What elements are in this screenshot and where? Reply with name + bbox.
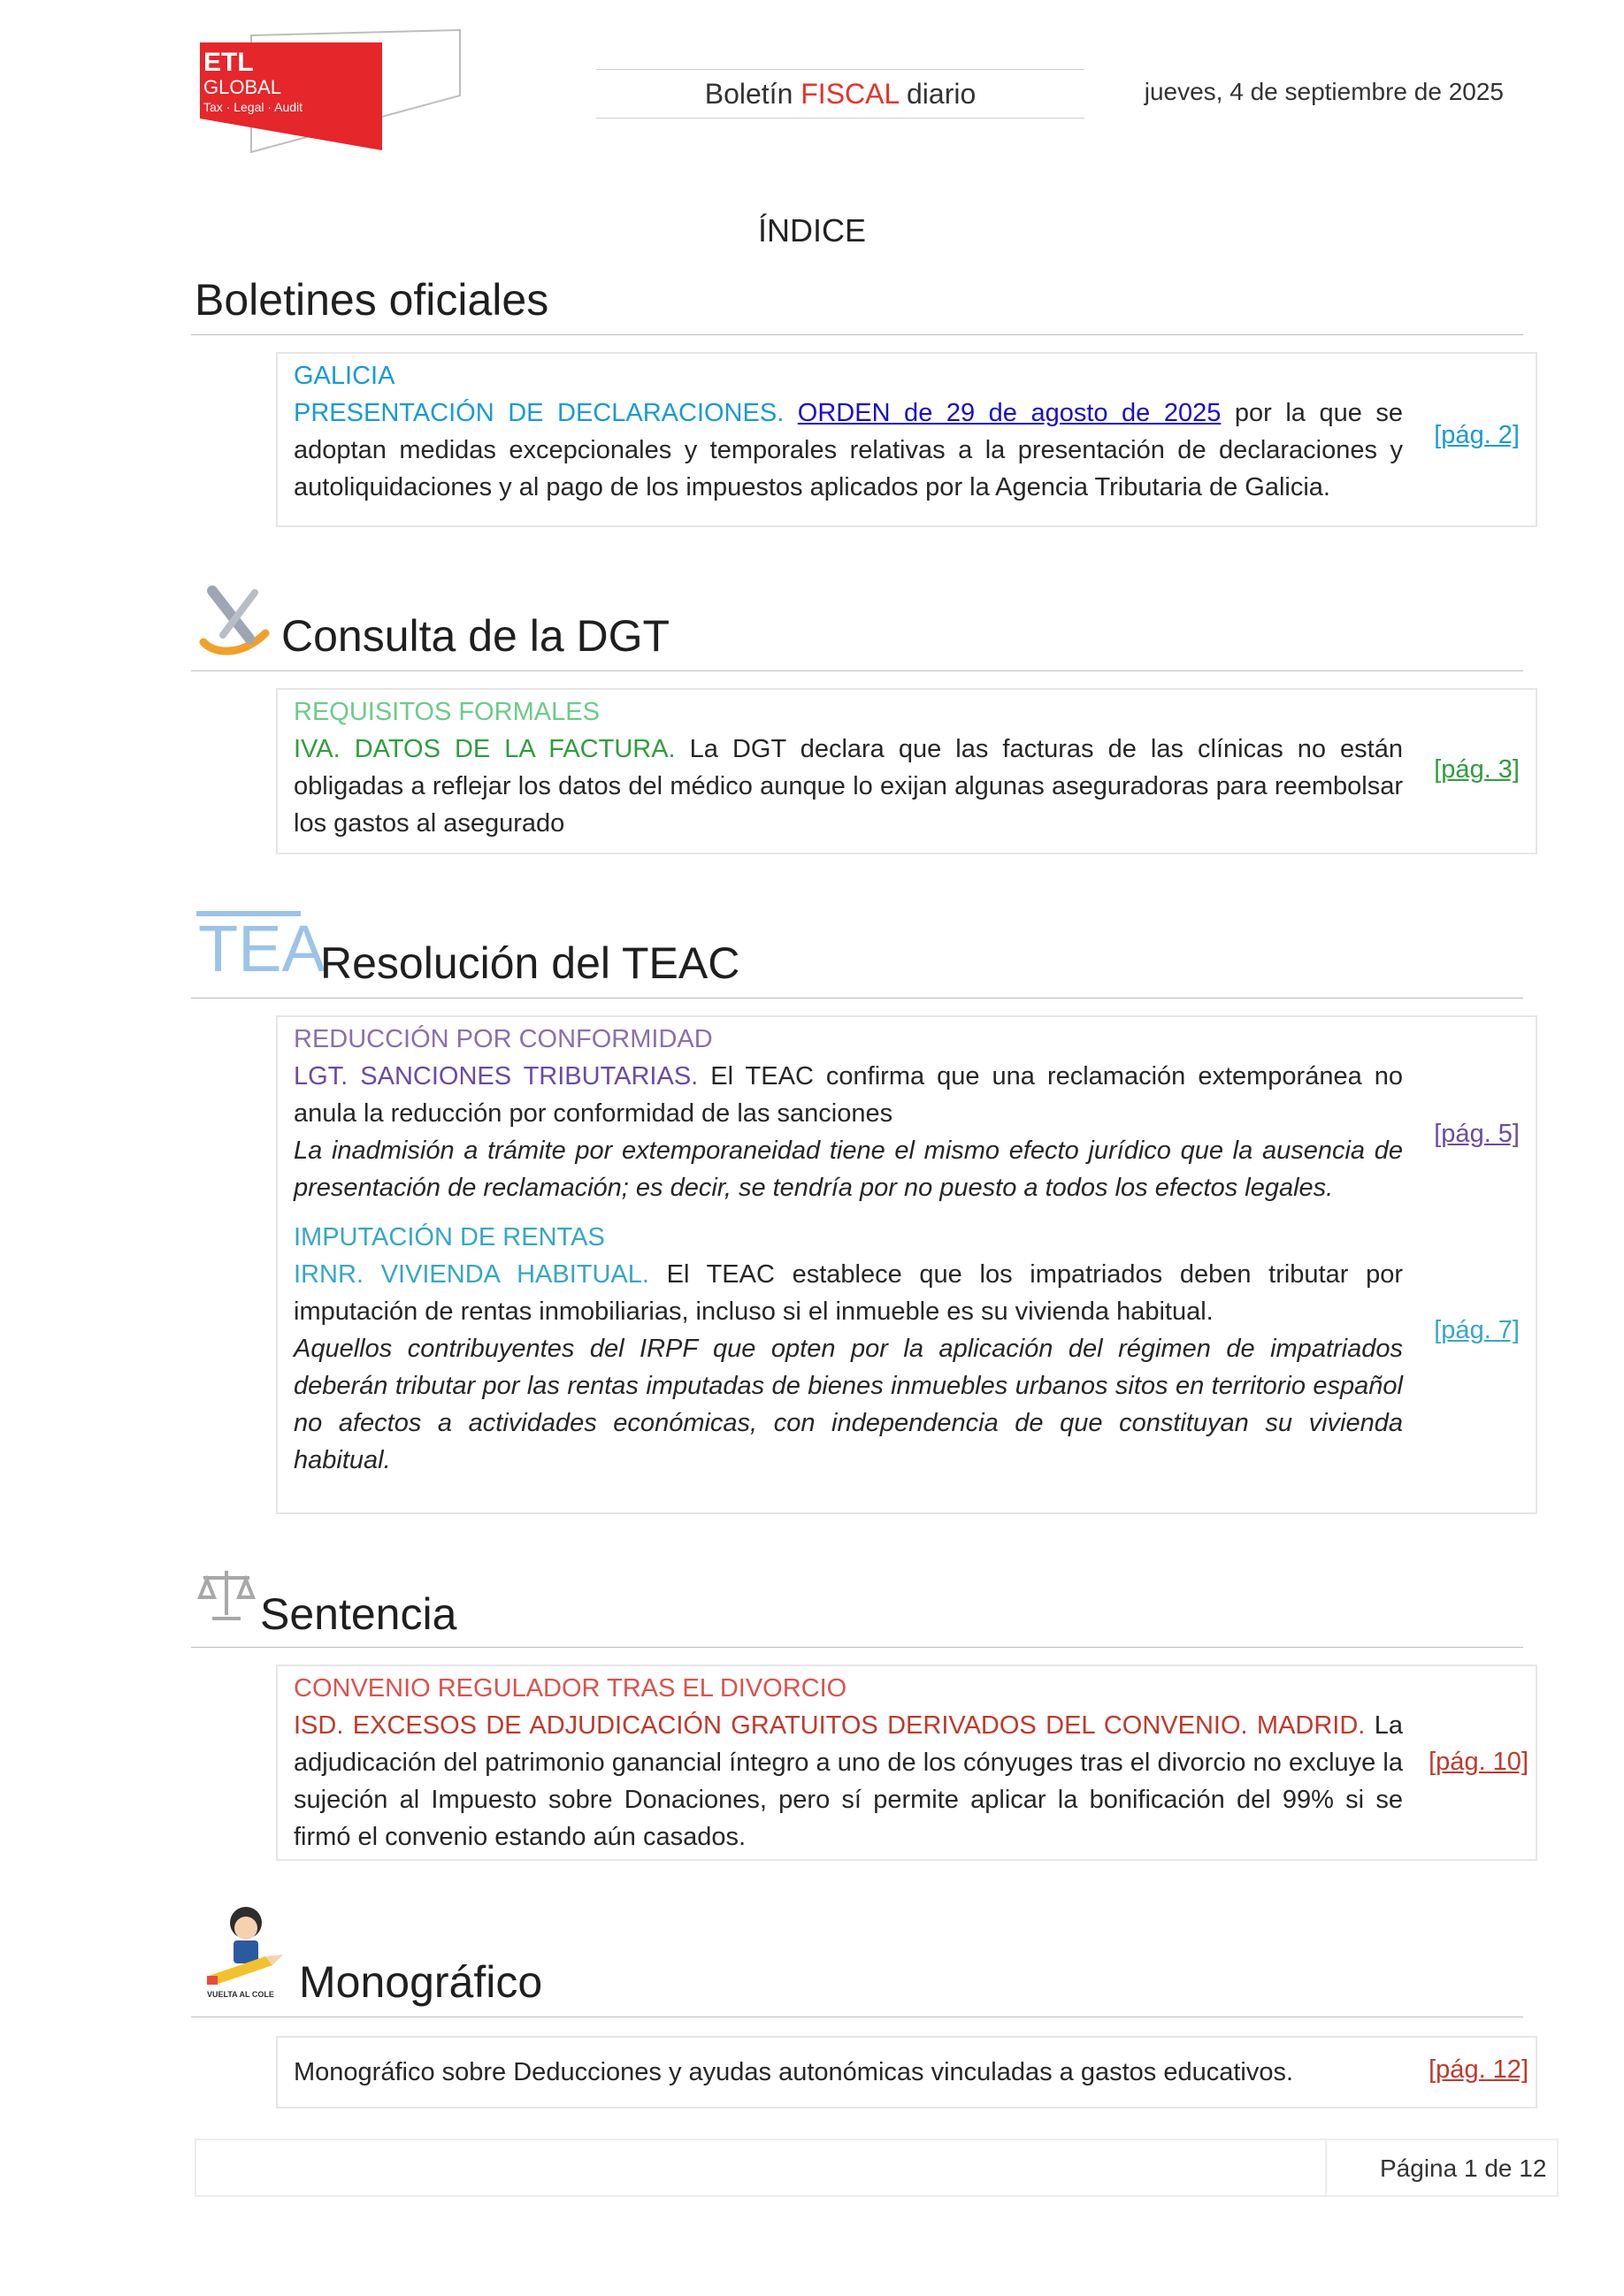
section-divider <box>191 670 1523 671</box>
teac-logo-icon <box>196 909 326 985</box>
logo-line3: Tax · Legal · Audit <box>203 100 303 114</box>
entry-box-boletines <box>276 352 1537 527</box>
entry-summary: Aquellos contribuyentes del IRPF que opten por la aplicación del régimen de impatriados deberán tributar por las rentas imputadas de bienes inmuebles urbanos sitos en territorio español no afectos a actividades económicas, con independencia de que constituyan su vivienda habitual. <box>294 1335 1403 1474</box>
bulletin-date: jueves, 4 de septiembre de 2025 <box>1144 78 1504 105</box>
entry-category: IMPUTACIÓN DE RENTAS <box>294 1223 605 1251</box>
entry-box-teac <box>276 1015 1537 1514</box>
footer-divider <box>1325 2139 1327 2197</box>
icon-caption: VUELTA AL COLE <box>207 1990 274 1999</box>
section-title-teac: Resolución del TEAC <box>320 938 740 988</box>
entry-text: El TEAC establece que los impatriados deben tributar por imputación de rentas inmobiliarias, incluso si el inmueble es su vivienda habitual. <box>294 1260 1404 1326</box>
etl-global-logo <box>196 27 462 152</box>
page-link[interactable]: [pág. 5] <box>1434 1120 1520 1148</box>
entry-box-sentencia <box>276 1665 1537 1861</box>
entry-iva-factura <box>278 690 1536 842</box>
entry-box-dgt <box>276 688 1537 854</box>
bulletin-accent: FISCAL <box>801 78 900 110</box>
entry-title: ISD. EXCESOS DE ADJUDICACIÓN GRATUITOS DERIVADOS DEL CONVENIO. MADRID. <box>294 1711 1366 1740</box>
entry-isd-excesos <box>278 1666 1536 1856</box>
logo-brand: ETL <box>203 48 254 77</box>
teac-logo-text: TEA <box>198 912 326 985</box>
index-title: ÍNDICE <box>757 212 866 249</box>
bulletin-title <box>596 69 1084 119</box>
page-link[interactable]: [pág. 10] <box>1429 1748 1528 1776</box>
entry-monografico <box>278 2038 1536 2091</box>
entry-irnr-vivienda <box>278 1206 1536 1479</box>
orden-link[interactable]: ORDEN de 29 de agosto de 2025 <box>797 399 1222 427</box>
entry-text: por la que se adoptan medidas excepcionales y temporales relativas a la presentación de declaraciones y autoliquidaciones y al pago de los impuestos aplicados por la Agencia Tributaria de Galicia. <box>294 399 1404 501</box>
bulletin-prefix: Boletín <box>704 78 793 110</box>
section-divider <box>191 998 1523 999</box>
section-title-sentencia: Sentencia <box>260 1589 457 1639</box>
page-link[interactable]: [pág. 7] <box>1434 1316 1520 1344</box>
entry-summary: La inadmisión a trámite por extemporaneidad tiene el mismo efecto jurídico que la ausencia de presentación de reclamación; es decir, se tendría por no puesto a todos los efectos legales. <box>294 1137 1403 1202</box>
entry-text: Monográfico sobre Deducciones y ayudas autonómicas vinculadas a gastos educativos. <box>294 2058 1294 2086</box>
back-to-school-icon <box>202 1903 290 2001</box>
entry-body <box>294 394 1403 506</box>
entry-body <box>294 731 1403 842</box>
entry-title: IRNR. VIVIENDA HABITUAL. <box>294 1260 649 1289</box>
entry-title: IVA. DATOS DE LA FACTURA. <box>294 735 676 763</box>
entry-lgt-sanciones <box>278 1017 1536 1206</box>
section-divider <box>191 334 1523 335</box>
entry-body <box>294 1058 1403 1132</box>
entry-title: LGT. SANCIONES TRIBUTARIAS. <box>294 1062 699 1091</box>
logo-line2: GLOBAL <box>203 76 282 98</box>
section-title-boletines: Boletines oficiales <box>195 275 549 325</box>
page-link[interactable]: [pág. 3] <box>1434 755 1520 784</box>
bulletin-suffix: diario <box>906 78 977 110</box>
section-title-monografico: Monográfico <box>299 1957 543 2007</box>
page-number: Página 1 de 12 <box>1380 2154 1547 2182</box>
entry-category: REDUCCIÓN POR CONFORMIDAD <box>294 1025 713 1053</box>
page-footer <box>195 2139 1559 2197</box>
section-divider <box>191 1647 1523 1648</box>
entry-category: REQUISITOS FORMALES <box>294 698 600 726</box>
page-link[interactable]: [pág. 12] <box>1429 2055 1528 2084</box>
aeat-logo-icon <box>196 584 271 656</box>
entry-text: La DGT declara que las facturas de las clínicas no están obligadas a reflejar los datos del médico aunque lo exijan algunas aseguradoras para reembolsar los gastos al asegurado <box>294 735 1403 838</box>
entry-body <box>294 1707 1403 1856</box>
entry-box-monografico <box>276 2036 1537 2108</box>
entry-category: CONVENIO REGULADOR TRAS EL DIVORCIO <box>294 1674 847 1703</box>
entry-text: El TEAC confirma que una reclamación extemporánea no anula la reducción por conformidad de las sanciones <box>294 1062 1403 1128</box>
scales-of-justice-icon <box>196 1565 257 1624</box>
entry-title: PRESENTACIÓN DE DECLARACIONES. <box>294 399 785 427</box>
entry-galicia <box>278 354 1536 506</box>
entry-text: La adjudicación del patrimonio ganancial íntegro a uno de los cónyuges tras el divorcio no excluye la sujeción al Impuesto sobre Donaciones, pero sí permite aplicar la bonificación del 99% si se firmó el convenio estando aún casados. <box>294 1711 1403 1851</box>
entry-body <box>294 1256 1403 1330</box>
section-title-dgt: Consulta de la DGT <box>281 611 670 661</box>
entry-category: GALICIA <box>294 362 395 390</box>
page-link[interactable]: [pág. 2] <box>1434 421 1520 449</box>
